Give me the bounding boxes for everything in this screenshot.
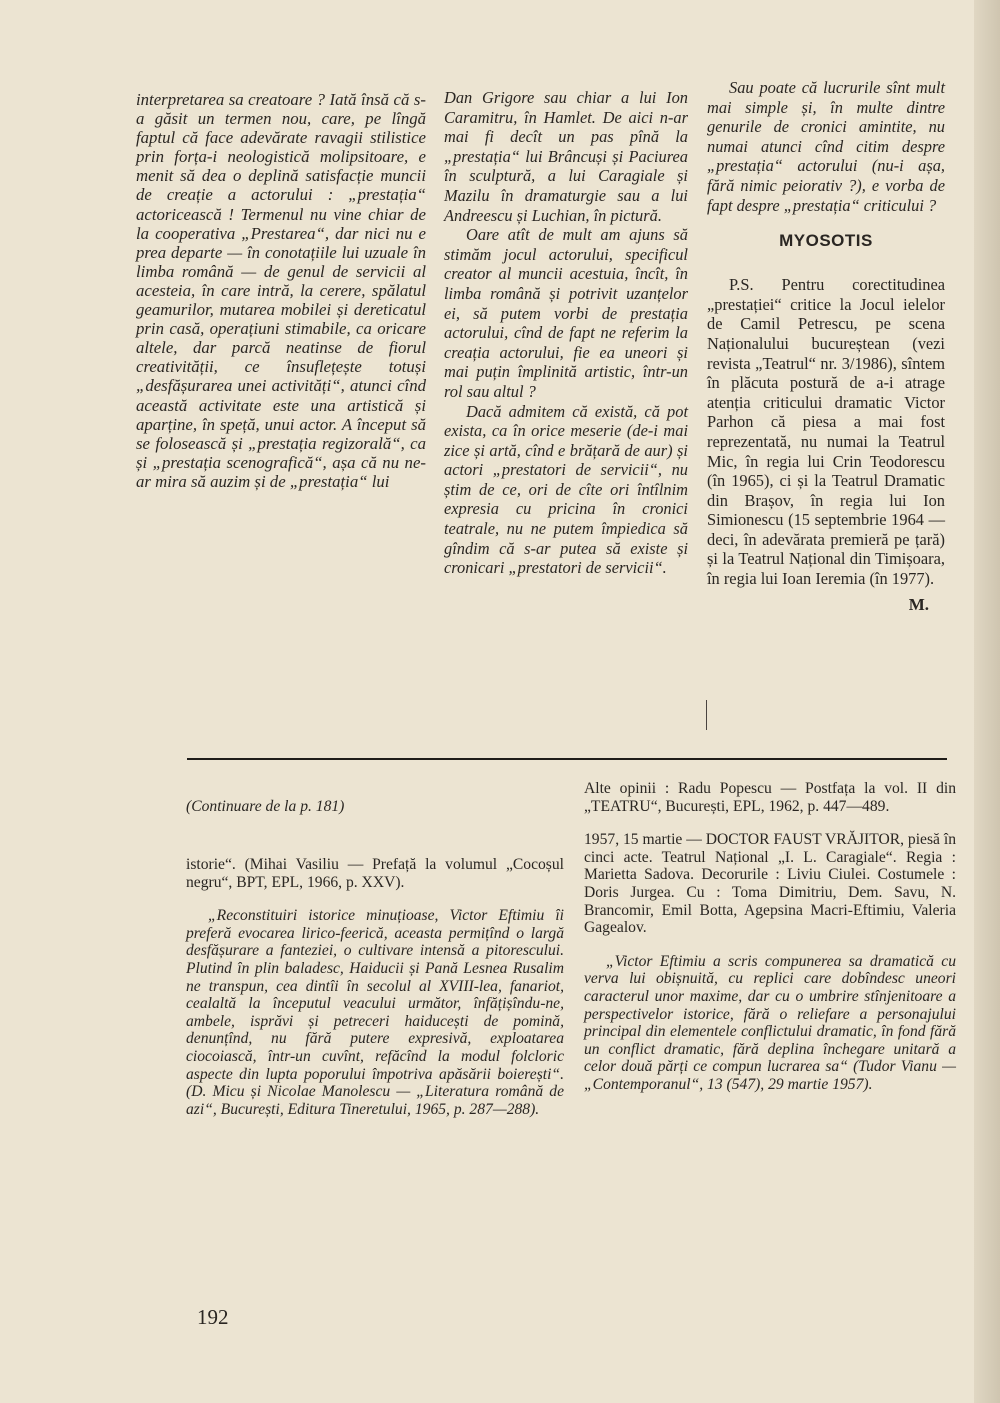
article-column-3 [707,78,945,615]
article-paragraph: Oare atît de mult am ajuns să stimăm jocul actorului, specificul creator al muncii acestuia, încît, în limba română și potrivit uzanțelor ei, să putem vorbi de prestația actorului, cînd de fapt ne referim la creația actorului, fie ea uneori și mai puțin împlinită artistic, într-un rol sau altul ? [444,225,688,401]
article-paragraph: Dan Grigore sau chiar a lui Ion Caramitru, în Hamlet. De aici n-ar mai fi decît un pas pînă la „prestația“ lui Brâncuși și Paciurea în sculptură, a lui Caragiale și Mazilu în dramaturgie sau a lui Andreescu și Luchian, în pictură. [444,88,688,225]
article-paragraph: interpretarea sa creatoare ? Iată însă că s-a găsit un termen nou, care, pe lîngă faptul că face adevărate ravagii stilistice prin forța-i neologistică molipsitoare, e menit să dea o deplină satisfacție muncii de creație a actorului : „prestația“ actoricească ! Termenul nu vine chiar de la cooperativa „Prestarea“, dar nici nu e prea departe — în conotațiile lui uzuale în limba română — de genul de servicii al acesteia, în care intră, la cerere, spălatul geamurilor, mutarea mobilei și dereticatul prin casă, operațiuni stimabile, ca oricare altele, dar parcă neatinse de fiorul creativității, ce însuflețește totuși „desfășurarea unei activități“, atunci cînd această activitate este una artistică și aparține, în speță, unui actor. A început să se folosească și „prestația regizorală“, ca și „prestația scenografică“, așa că nu ne-ar mira să auzim și de „prestația“ lui [136,90,426,491]
bibliography-column-left [186,798,564,1118]
bibliography-quote: „Reconstituiri istorice minuțioase, Victor Eftimiu îi preferă evocarea lirico-feerică, aceasta permițînd o largă desfășurare a fanteziei, o cultivare intensă a pitorescului. Plutind în plin baladesc, Haiducii și Pană Lesnea Rusalim ne transpun, cea dintîi în secolul al XVIII-lea, fanariot, cealaltă la începutul veacului următor, înfățișîndu-ne, ambele, isprăvi și petreceri haiducești de pomină, denunțînd, nu fără putere expresivă, exploatarea ciocoiască, într-un cuvînt, refăcînd la modul folcloric aspecte din lupta poporului împotriva apăsării boierești“. (D. Micu și Nicolae Manolescu — „Literatura română de azi“, București, Editura Tineretului, 1965, p. 287—288). [186,907,564,1118]
article-column-2 [444,88,688,578]
bibliography-entry: istorie“. (Mihai Vasiliu — Prefață la volumul „Cocoșul negru“, BPT, EPL, 1966, p. XXV). [186,856,564,891]
bibliography-entry: Alte opinii : Radu Popescu — Postfața la vol. II din „TEATRU“, București, EPL, 1962, p. 447—489. [584,780,956,815]
author-signature: MYOSOTIS [779,231,873,251]
book-spine-shadow [974,0,1000,1403]
postscript-initial: M. [908,594,929,614]
bibliography-column-right [584,780,956,1094]
article-paragraph: Dacă admitem că există, că pot exista, ca în orice meserie (de-i mai zice și artă, cînd e brățară de aur) și actori „prestatori de servicii“, nu știm de ce, ori de cîte ori întîlnim expresia cu pricina în cronici teatrale, nu ne putem împiedica să gîndim că s-ar putea să existe și cronicari „prestatori de servicii“. [444,401,688,578]
column-divider [706,700,707,730]
continuation-note: (Continuare de la p. 181) [186,798,345,815]
article-column-1 [136,90,426,491]
performance-entry: 1957, 15 martie — DOCTOR FAUST VRĂJITOR, piesă în cinci acte. Teatrul Național „I. L. Caragiale“. Regia : Marietta Sadova. Decorurile : Liviu Ciulei. Costumele : Doris Jurgea. Cu : Toma Dimitriu, Dem. Savu, N. Brancomir, Emil Botta, Agepsina Macri-Eftimiu, Valeria Gagealov. [584,831,956,937]
bibliography-quote: „Victor Eftimiu a scris compunerea sa dramatică cu verva lui obișnuită, cu replici care dobîndesc uneori caracterul unor maxime, dar cu o umbrire stînjenitoare a perspectivelor istorice, fără o reliefare a personajului principal din elementele conflictului dramatic, în fond fără un conflict dramatic, fără deplina închegare unitară a celor două părți ce compun lucrarea sa“ (Tudor Vianu — „Contemporanul“, 13 (547), 29 martie 1957). [584,952,956,1093]
postscript-paragraph: P.S. Pentru corectitudinea „prestației“ critice la Jocul ielelor de Camil Petrescu, pe scena Naționalului bucureștean (vezi revista „Teatrul“ nr. 3/1986), sîntem în plăcuta postură de a-i atrage atenția criticului dramatic Victor Parhon că piesa a mai fost reprezentată, nu numai la Teatrul Mic, în regia lui Crin Teodorescu (în 1965), ci și la Teatrul Dramatic din Brașov, în regia lui Ion Simionescu (15 septembrie 1964 — deci, în adevărata premieră pe țară) și la Teatrul Național din Timișoara, în regia lui Ioan Ieremia (în 1977). [707,275,945,589]
section-divider [187,758,947,760]
article-paragraph: Sau poate că lucrurile sînt mult mai simple și, în multe dintre genurile de cronici amintite, nu numai atunci cînd citim despre „prestația“ actorului (nu-i așa, fără nimic peiorativ ?), e vorba de fapt despre „prestația“ criticului ? [707,78,945,215]
page-number: 192 [197,1305,229,1329]
